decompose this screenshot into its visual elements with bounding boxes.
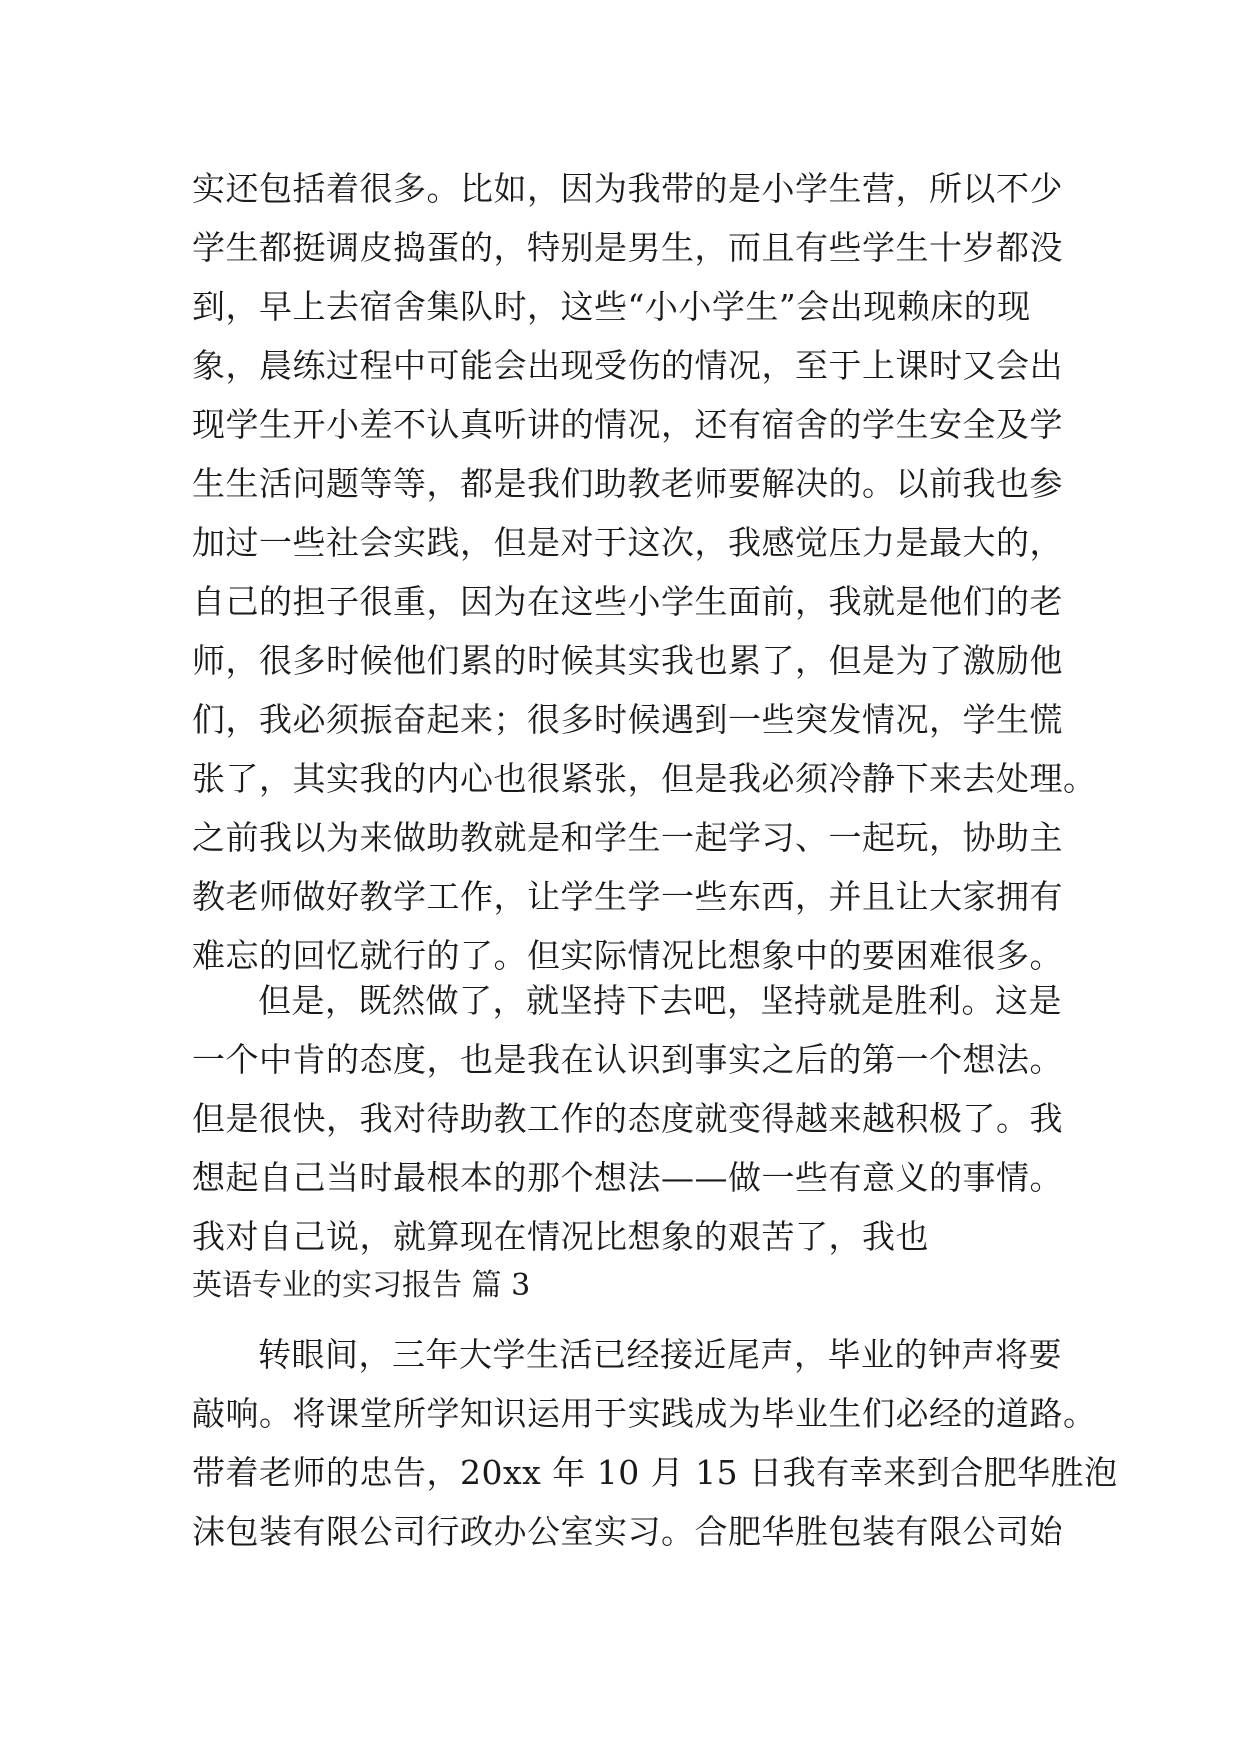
text-line: 生生活问题等等，都是我们助教老师要解决的。以前我也参: [192, 464, 1063, 503]
text-line: 想起自己当时最根本的那个想法——做一些有意义的事情。: [192, 1158, 1063, 1197]
text-line: 实还包括着很多。比如，因为我带的是小学生营，所以不少: [192, 169, 1063, 208]
text-line: 自己的担子很重，因为在这些小学生面前，我就是他们的老: [192, 582, 1063, 621]
paragraph-perseverance: [192, 971, 1062, 1266]
text-line: 们，我必须振奋起来；很多时候遇到一些突发情况，学生慌: [192, 700, 1063, 739]
text-line: 我对自己说，就算现在情况比想象的艰苦了，我也: [192, 1217, 929, 1256]
paragraph-internship-intro: [192, 1325, 1118, 1561]
text-line: 张了，其实我的内心也很紧张，但是我必须冷静下来去处理。: [192, 759, 1097, 798]
text-line: 带着老师的忠告，20xx 年 10 月 15 日我有幸来到合肥华胜泡: [192, 1453, 1118, 1492]
section-heading: 英语专业的实习报告 篇 3: [192, 1268, 531, 1303]
text-line: 但是，既然做了，就坚持下去吧，坚持就是胜利。这是: [258, 981, 1062, 1020]
text-line: 但是很快，我对待助教工作的态度就变得越来越积极了。我: [192, 1099, 1063, 1138]
text-line: 敲响。将课堂所学知识运用于实践成为毕业生们必经的道路。: [192, 1394, 1097, 1433]
text-line: 转眼间，三年大学生活已经接近尾声，毕业的钟声将要: [258, 1335, 1062, 1374]
text-line: 师，很多时候他们累的时候其实我也累了，但是为了激励他: [192, 641, 1063, 680]
text-line: 现学生开小差不认真听讲的情况，还有宿舍的学生安全及学: [192, 405, 1063, 444]
text-line: 加过一些社会实践，但是对于这次，我感觉压力是最大的，: [192, 523, 1063, 562]
text-line: 之前我以为来做助教就是和学生一起学习、一起玩，协助主: [192, 818, 1063, 857]
text-line: 到，早上去宿舍集队时，这些“小小学生”会出现赖床的现: [192, 287, 1031, 326]
text-line: 难忘的回忆就行的了。但实际情况比想象中的要困难很多。: [192, 936, 1063, 975]
text-line: 象，晨练过程中可能会出现受伤的情况，至于上课时又会出: [192, 346, 1063, 385]
text-line: 学生都挺调皮捣蛋的，特别是男生，而且有些学生十岁都没: [192, 228, 1063, 267]
section-heading-block: [192, 1260, 1062, 1312]
text-line: 教老师做好教学工作，让学生学一些东西，并且让大家拥有: [192, 877, 1063, 916]
text-line: 一个中肯的态度，也是我在认识到事实之后的第一个想法。: [192, 1040, 1063, 1079]
text-line: 沫包装有限公司行政办公室实习。合肥华胜包装有限公司始: [192, 1512, 1063, 1551]
continuation-paragraph: [192, 159, 1097, 985]
